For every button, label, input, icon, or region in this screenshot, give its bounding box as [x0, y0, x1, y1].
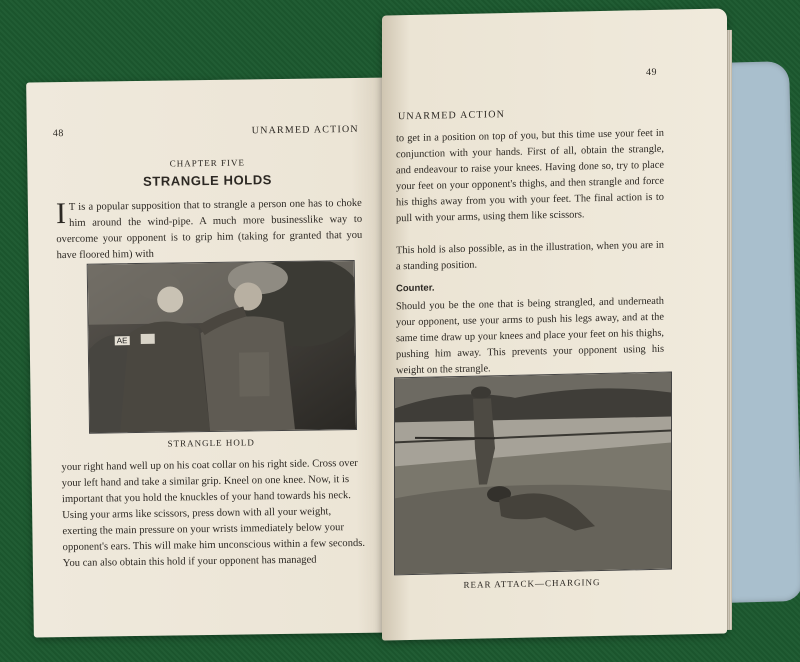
- right-paragraph-2: This hold is also possible, as in the illustration, when you are in a standing position.: [396, 239, 664, 273]
- right-page: [382, 8, 727, 640]
- right-paragraph-3: Should you be the one that is being strangled, and underneath your opponent, use your arms to push his legs away, and at the same time draw up your knees and place your feet on his thighs, pushing him away. This prevents your opponent using his weight on the strangle.: [396, 295, 664, 377]
- left-photo-caption: STRANGLE HOLD: [167, 437, 255, 449]
- uniform-badge: AE: [116, 336, 128, 346]
- strangle-hold-photo: [87, 260, 357, 434]
- chapter-label: CHAPTER FIVE: [169, 157, 245, 169]
- right-paragraph-1: to get in a position on top of you, but this time use your feet in conjunction with your hands. First of all, obtain the strangle, and endeavour to raise your knees. Having done so, try to place your feet on your opponent's thighs, and then strangle and force his thighs away from you with your feet. The final action is to pull with your arms, using them like scissors.: [396, 127, 664, 225]
- right-running-head: UNARMED ACTION: [398, 109, 506, 123]
- left-page-number: 48: [52, 128, 64, 140]
- rear-attack-photo: [394, 372, 672, 576]
- left-running-head: UNARMED ACTION: [251, 123, 359, 137]
- right-photo-caption: REAR ATTACK—CHARGING: [463, 577, 601, 590]
- left-page: [26, 78, 394, 638]
- drop-cap: I: [55, 196, 67, 231]
- right-page-number: 49: [646, 66, 657, 79]
- intro-text: T is a popular supposition that to strangle a person one has to choke him around the wind-pipe. A much more businesslike way to overcome your opponent is to grip him (taking for granted that you have floored him) with: [56, 197, 363, 262]
- chapter-title: STRANGLE HOLDS: [142, 172, 273, 189]
- counter-subhead: Counter.: [396, 282, 435, 295]
- left-body-text: your right hand well up on his coat collar on his right side. Cross over your left hand and take a similar grip. Kneel on one knee. Now, it is important that you hold the knuckles of your hand towards his neck. Using your arms like scissors, press down with all your weight, exerting the main pressure on your wrists immediately below your opponent's ears. This will make him unconscious within a few seconds. You can also obtain this hold if your opponent has managed: [61, 457, 366, 570]
- intro-paragraph: [56, 196, 363, 264]
